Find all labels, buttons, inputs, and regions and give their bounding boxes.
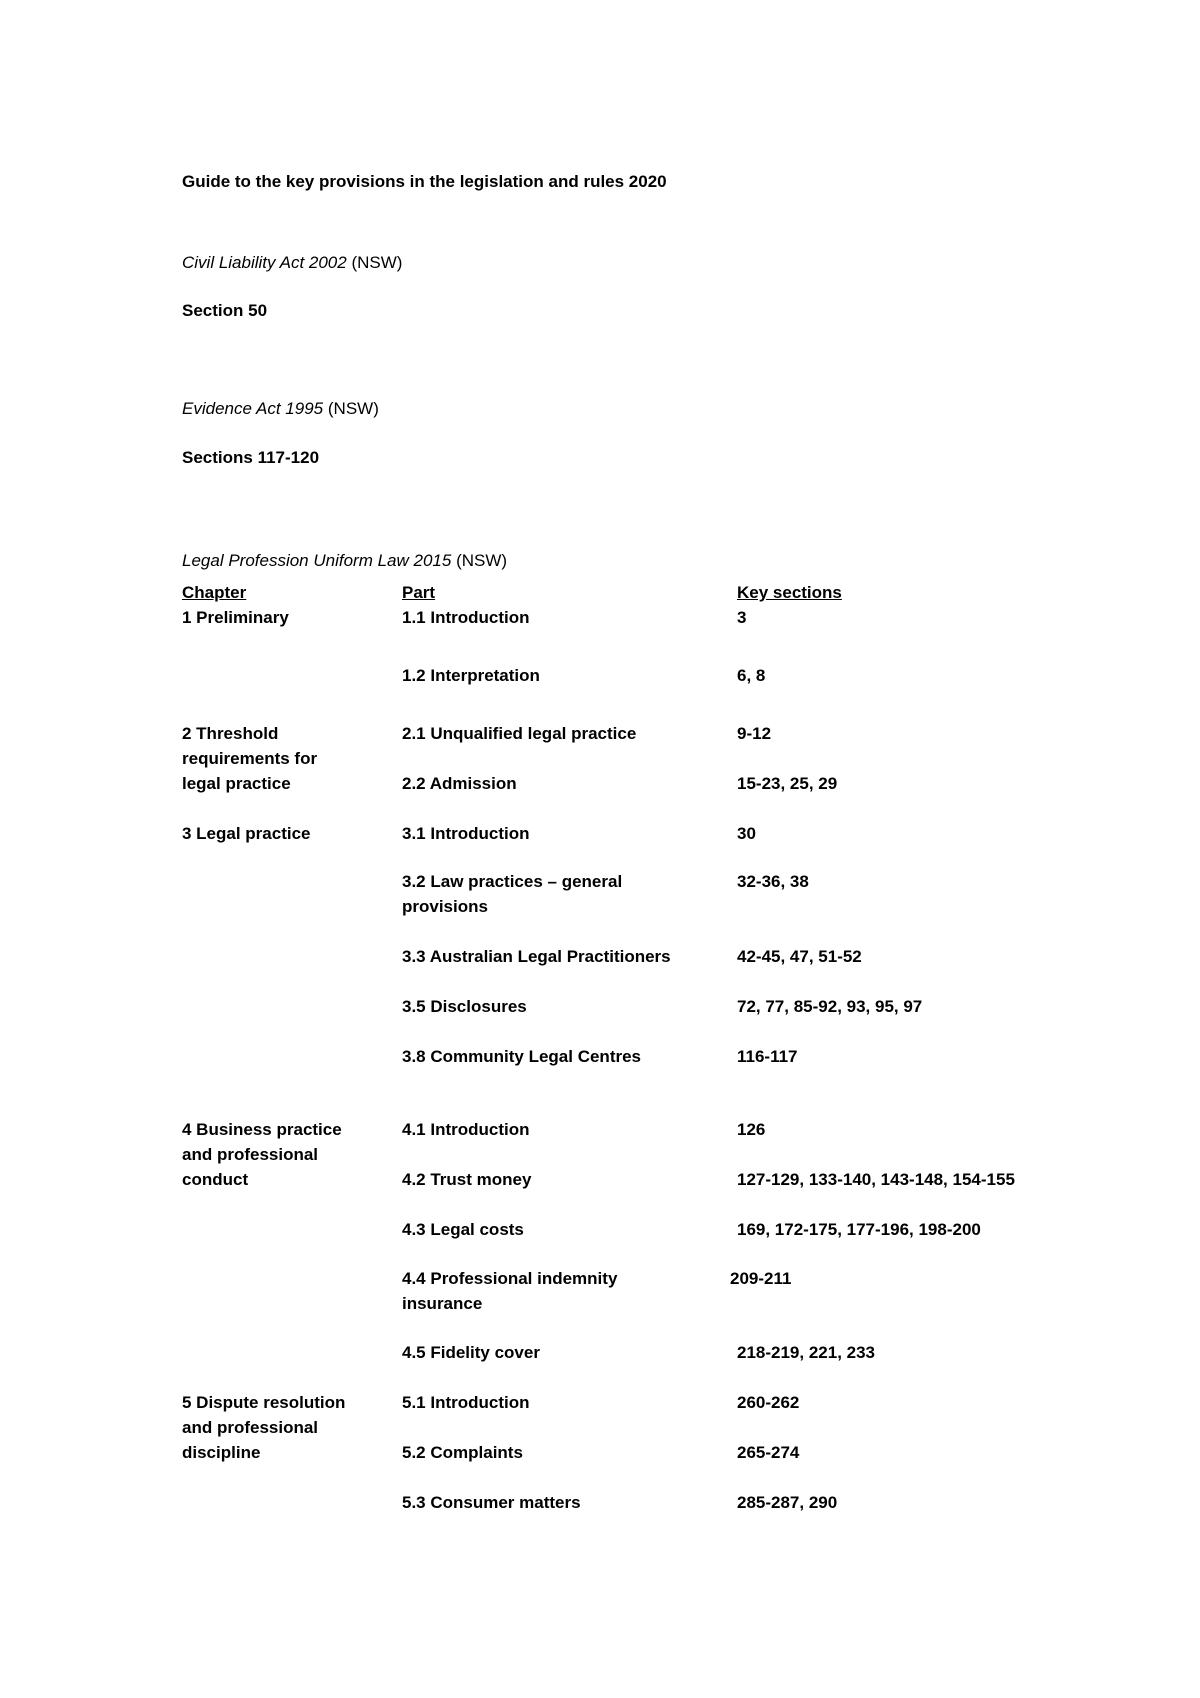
chapter-4: 4 Business practice and professional conduct bbox=[182, 1120, 342, 1189]
chapter-5: 5 Dispute resolution and professional discipline bbox=[182, 1393, 346, 1462]
evidence-section: Sections 117-120 bbox=[182, 448, 320, 467]
part-5-1: 5.1 Introduction bbox=[402, 1393, 530, 1412]
key-sections-4-3: 169, 172-175, 177-196, 198-200 bbox=[737, 1220, 981, 1239]
civil-liability-section: Section 50 bbox=[182, 301, 268, 320]
legal-profession-act-name: Legal Profession Uniform Law 2015 bbox=[182, 551, 452, 570]
key-sections-2-2: 15-23, 25, 29 bbox=[737, 774, 838, 793]
civil-liability-jurisdiction: (NSW) bbox=[351, 253, 403, 272]
part-1-1: 1.1 Introduction bbox=[402, 608, 530, 627]
part-2-1: 2.1 Unqualified legal practice bbox=[402, 724, 637, 743]
part-4-5: 4.5 Fidelity cover bbox=[402, 1343, 540, 1362]
evidence-heading bbox=[182, 397, 379, 421]
key-sections-3-8: 116-117 bbox=[737, 1047, 798, 1066]
key-sections-4-1: 126 bbox=[737, 1120, 766, 1139]
part-4-1: 4.1 Introduction bbox=[402, 1120, 530, 1139]
part-3-8: 3.8 Community Legal Centres bbox=[402, 1047, 642, 1066]
civil-liability-act-name: Civil Liability Act 2002 bbox=[182, 253, 347, 272]
table-header-key-sections: Key sections bbox=[737, 583, 842, 602]
key-sections-5-1: 260-262 bbox=[737, 1393, 800, 1412]
key-sections-2-1: 9-12 bbox=[737, 724, 772, 743]
part-3-5: 3.5 Disclosures bbox=[402, 997, 527, 1016]
key-sections-5-2: 265-274 bbox=[737, 1443, 800, 1462]
part-4-2: 4.2 Trust money bbox=[402, 1170, 532, 1189]
evidence-act-name: Evidence Act 1995 bbox=[182, 399, 324, 418]
part-4-4: 4.4 Professional indemnity insurance bbox=[402, 1269, 618, 1313]
key-sections-1-2: 6, 8 bbox=[737, 666, 766, 685]
key-sections-3-1: 30 bbox=[737, 824, 756, 843]
key-sections-3-2: 32-36, 38 bbox=[737, 872, 809, 891]
part-5-2: 5.2 Complaints bbox=[402, 1443, 523, 1462]
key-sections-3-3: 42-45, 47, 51-52 bbox=[737, 947, 862, 966]
chapter-3: 3 Legal practice bbox=[182, 824, 311, 843]
key-sections-5-3: 285-287, 290 bbox=[737, 1493, 838, 1512]
part-3-1: 3.1 Introduction bbox=[402, 824, 530, 843]
table-header-part: Part bbox=[402, 583, 436, 602]
key-sections-3-5: 72, 77, 85-92, 93, 95, 97 bbox=[737, 997, 923, 1016]
document-title: Guide to the key provisions in the legislation and rules 2020 bbox=[182, 172, 667, 191]
legal-profession-heading bbox=[182, 549, 507, 573]
civil-liability-heading bbox=[182, 251, 402, 275]
chapter-2: 2 Threshold requirements for legal practice bbox=[182, 724, 318, 793]
key-sections-1-1: 3 bbox=[737, 608, 747, 627]
part-5-3: 5.3 Consumer matters bbox=[402, 1493, 581, 1512]
table-header-chapter: Chapter bbox=[182, 583, 247, 602]
key-sections-4-5: 218-219, 221, 233 bbox=[737, 1343, 876, 1362]
key-sections-4-4: 209-211 bbox=[730, 1269, 792, 1288]
part-3-2: 3.2 Law practices – general provisions bbox=[402, 872, 623, 916]
key-sections-4-2: 127-129, 133-140, 143-148, 154-155 bbox=[737, 1170, 1015, 1189]
chapter-1: 1 Preliminary bbox=[182, 608, 289, 627]
part-3-3: 3.3 Australian Legal Practitioners bbox=[402, 947, 671, 966]
legal-profession-jurisdiction: (NSW) bbox=[456, 551, 508, 570]
part-4-3: 4.3 Legal costs bbox=[402, 1220, 524, 1239]
evidence-jurisdiction: (NSW) bbox=[327, 399, 379, 418]
part-1-2: 1.2 Interpretation bbox=[402, 666, 540, 685]
part-2-2: 2.2 Admission bbox=[402, 774, 517, 793]
